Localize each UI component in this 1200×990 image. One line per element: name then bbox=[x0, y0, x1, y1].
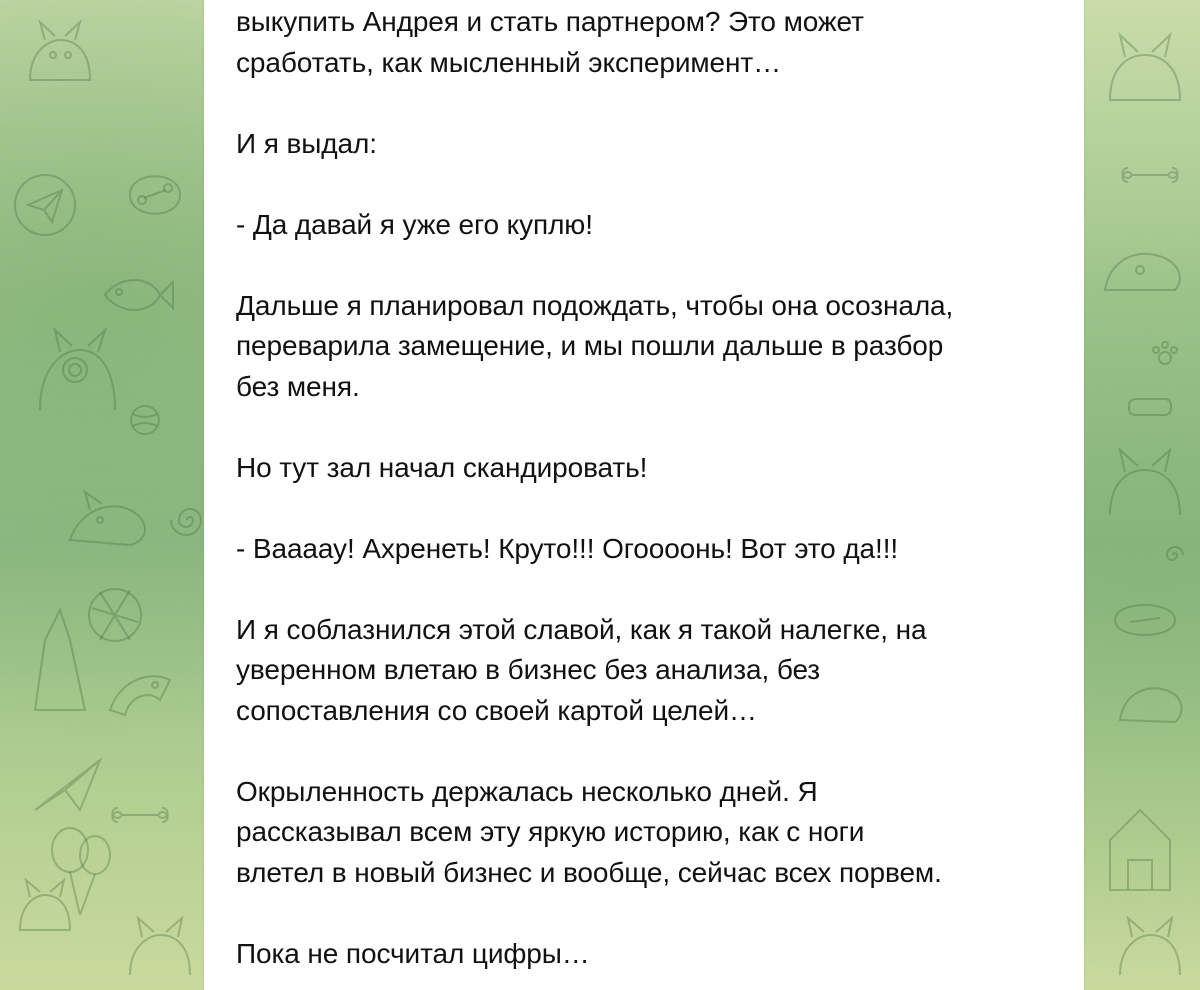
cat-icon bbox=[1110, 650, 1190, 730]
message-paragraph: Пока не посчитал цифры… bbox=[236, 937, 590, 969]
message-paragraph: выкупить Андрея и стать партнером? Это может сработать, как мысленный эксперимент… bbox=[236, 6, 864, 78]
bone-icon bbox=[1105, 590, 1185, 650]
cat-icon bbox=[15, 600, 95, 720]
ball-icon bbox=[125, 400, 165, 440]
message-paragraph: Окрыленность держалась несколько дней. Я рассказывал всем эту яркую историю, как с ноги влетел в новый бизнес и вообще, сейчас всех порвем. bbox=[236, 775, 942, 888]
cat-icon bbox=[1110, 900, 1190, 980]
message-paragraph: - Ваааау! Ахренеть! Круто!!! Огоооонь! Вот это да!!! bbox=[236, 532, 899, 564]
message-paragraph: Дальше я планировал подождать, чтобы она осознала, переварила замещение, и мы пошли дальше в разбор без меня. bbox=[236, 289, 954, 402]
message-paragraph: Но тут зал начал скандировать! bbox=[236, 451, 648, 483]
cat-icon bbox=[20, 310, 130, 420]
message-text[interactable] bbox=[236, 0, 1066, 990]
paw-icon bbox=[100, 650, 180, 730]
message-paragraph: И я выдал: bbox=[236, 127, 377, 159]
cat-icon bbox=[10, 870, 80, 940]
spiral-icon bbox=[1160, 540, 1190, 570]
cat-icon bbox=[1100, 20, 1190, 110]
cat-icon bbox=[60, 470, 160, 550]
cat-icon bbox=[20, 10, 100, 90]
bone-icon bbox=[1120, 160, 1180, 190]
cat-icon bbox=[1090, 780, 1190, 900]
cat-icon bbox=[1100, 430, 1190, 520]
paper-plane-icon bbox=[10, 170, 80, 240]
cat-icon bbox=[120, 900, 200, 980]
bone-icon bbox=[1125, 395, 1175, 419]
message-paragraph: - Да давай я уже его куплю! bbox=[236, 208, 593, 240]
message-paragraph: И я соблазнился этой славой, как я такой налегке, на уверенном влетаю в бизнес без анализа, без сопоставления со своей картой целей… bbox=[236, 613, 927, 726]
bone-icon bbox=[120, 160, 190, 230]
paw-icon bbox=[1150, 340, 1180, 370]
cat-icon bbox=[1095, 210, 1195, 300]
paper-plane-icon bbox=[30, 750, 110, 820]
